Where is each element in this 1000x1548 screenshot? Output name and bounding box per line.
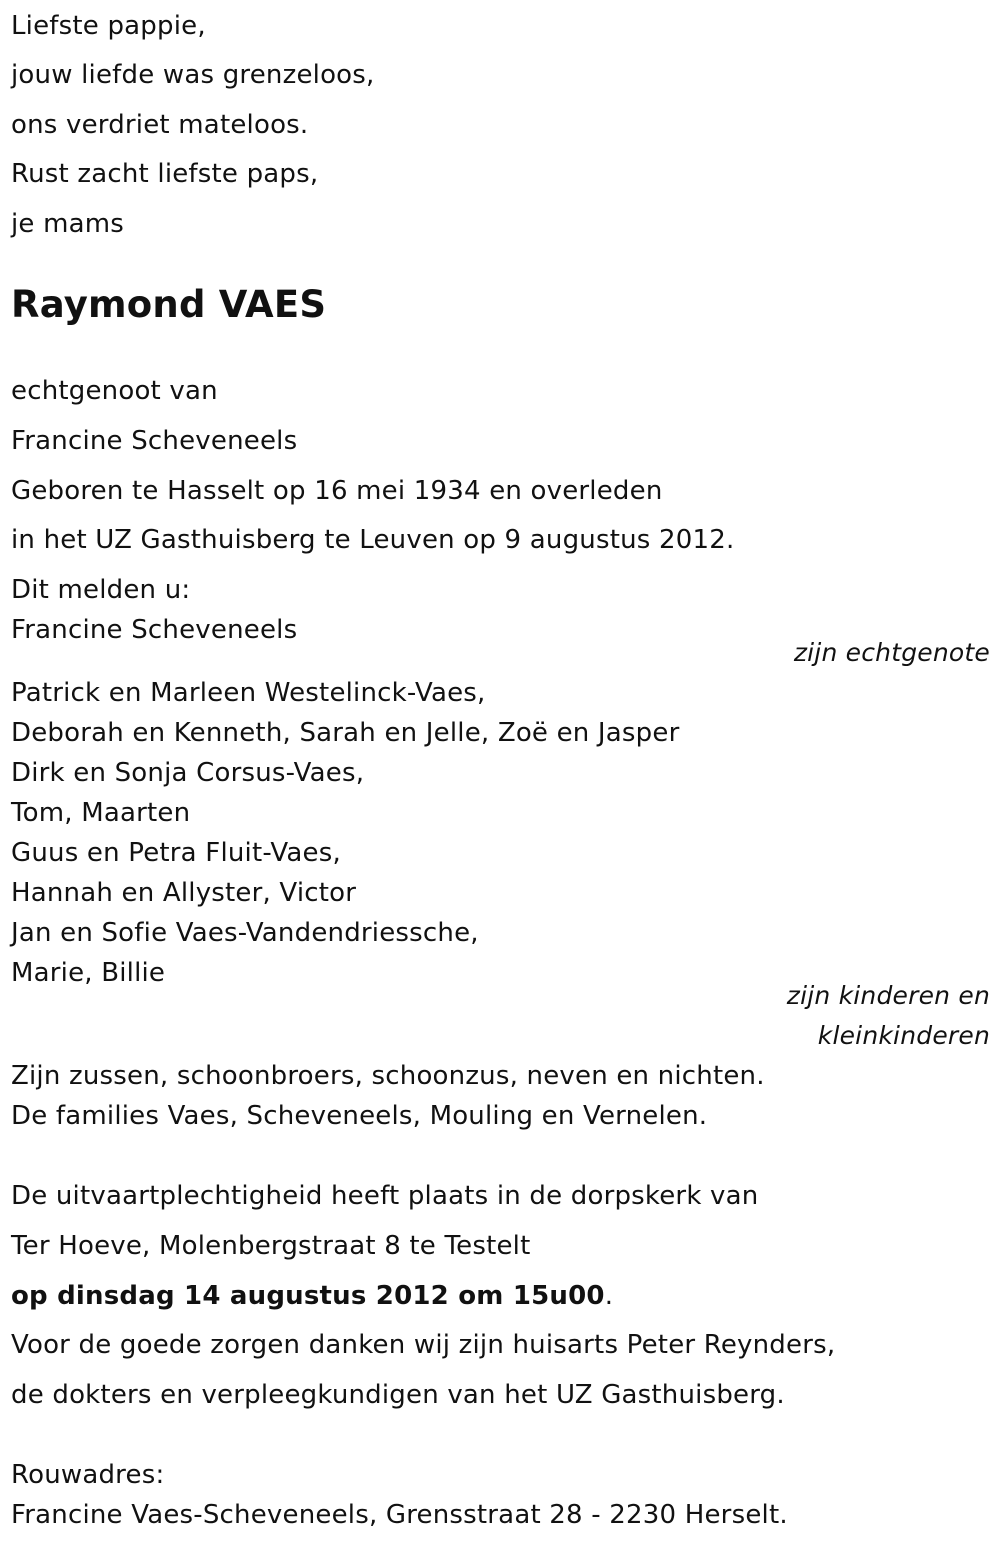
intro-line: Geboren te Hasselt op 16 mei 1934 en overleden <box>11 476 663 506</box>
deceased-name: Raymond VAES <box>11 283 327 326</box>
address-label: Rouwadres: <box>11 1460 165 1490</box>
children-role-line-1: zijn kinderen en <box>786 981 990 1010</box>
poem-line: Liefste pappie, <box>11 11 206 41</box>
children-line: Tom, Maarten <box>11 798 191 828</box>
address-value: Francine Vaes-Scheveneels, Grensstraat 28 - 2230 Herselt. <box>11 1500 788 1530</box>
thanks-line: Voor de goede zorgen danken wij zijn huisarts Peter Reynders, <box>11 1330 836 1360</box>
children-line: Marie, Billie <box>11 958 166 988</box>
family-line: Zijn zussen, schoonbroers, schoonzus, neven en nichten. <box>11 1061 765 1091</box>
children-line: Deborah en Kenneth, Sarah en Jelle, Zoë en Jasper <box>11 718 680 748</box>
children-line: Jan en Sofie Vaes-Vandendriessche, <box>11 918 479 948</box>
funeral-date-suffix: . <box>604 1281 614 1311</box>
intro-line: Francine Scheveneels <box>11 615 298 645</box>
spouse-role: zijn echtgenote <box>793 638 990 667</box>
funeral-line: Ter Hoeve, Molenbergstraat 8 te Testelt <box>11 1231 531 1261</box>
intro-line: echtgenoot van <box>11 376 218 406</box>
funeral-date <box>11 1281 613 1311</box>
intro-line: Francine Scheveneels <box>11 426 298 456</box>
children-line: Hannah en Allyster, Victor <box>11 878 357 908</box>
children-line: Patrick en Marleen Westelinck-Vaes, <box>11 678 486 708</box>
poem-line: je mams <box>11 209 125 239</box>
funeral-date-bold: op dinsdag 14 augustus 2012 om 15u00 <box>11 1281 605 1311</box>
intro-line: Dit melden u: <box>11 575 191 605</box>
family-line: De families Vaes, Scheveneels, Mouling en Vernelen. <box>11 1101 708 1131</box>
intro-line: in het UZ Gasthuisberg te Leuven op 9 augustus 2012. <box>11 525 735 555</box>
poem-line: Rust zacht liefste paps, <box>11 159 319 189</box>
thanks-line: de dokters en verpleegkundigen van het UZ Gasthuisberg. <box>11 1380 785 1410</box>
poem-line: jouw liefde was grenzeloos, <box>11 60 375 90</box>
poem-line: ons verdriet mateloos. <box>11 110 309 140</box>
children-line: Dirk en Sonja Corsus-Vaes, <box>11 758 365 788</box>
children-line: Guus en Petra Fluit-Vaes, <box>11 838 341 868</box>
children-role-line-2: kleinkinderen <box>817 1021 990 1050</box>
funeral-line: De uitvaartplechtigheid heeft plaats in de dorpskerk van <box>11 1181 759 1211</box>
